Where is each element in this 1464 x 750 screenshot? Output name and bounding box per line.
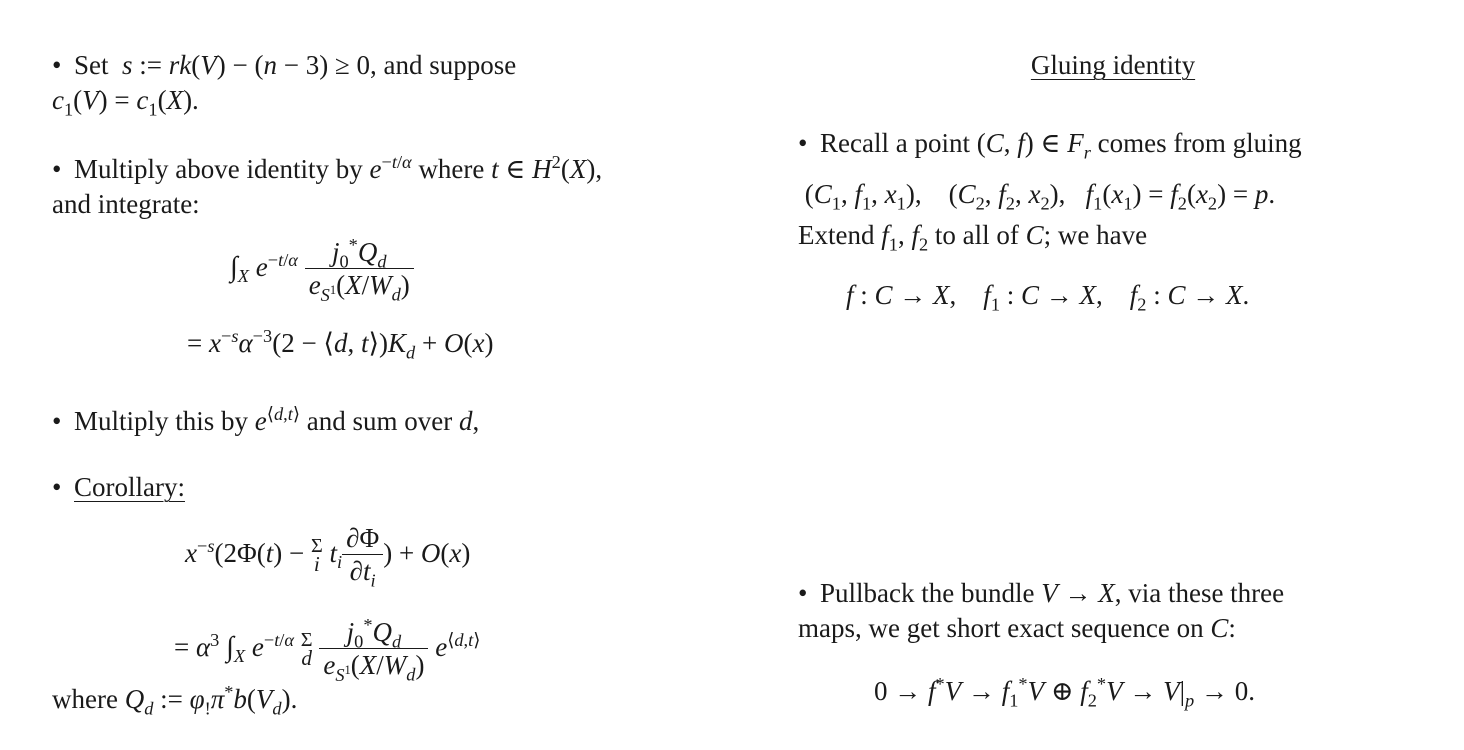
integral-equation-result: = $x^{-s}\alpha^{-3}(2$ − ⟨d, $t⟩)K_d + O(x)$ xyxy=(187,326,494,363)
bullet-dot: • xyxy=(52,154,62,184)
sum-symbol: Σ i xyxy=(310,534,323,577)
where-definition: where $Q_d$ := $\varphi_!\pi^*b(V_d)$. xyxy=(52,682,298,719)
fraction: $\frac{j_0^*Q_d}{e_{S^1}(X/W_d)}$ xyxy=(305,236,414,303)
exact-sequence: $0 \to f^*V \to f_1^*V$ ⊕ $f_2^*V \to V|_p \to 0$. xyxy=(874,674,1255,711)
bullet-corollary xyxy=(52,470,702,505)
bullet-set-s: • Set s := rk(V) − (n − 3) ≥ 0, and suppose $c_1(V) = c_1(X)$. xyxy=(52,50,517,120)
corollary-equation-result: = $\alpha^3$ $\int_X$ $e^{-t/\alpha}$ Σ d $\frac{j_0^*Q_d}{e_{S^1}(X/W_d)}$ $e^{⟨d,t⟩}$ xyxy=(174,615,481,685)
bullet-recall-point: • Recall a point (C, f) ∈ $F_r$ comes from gluing ($C_1$, $f_1$, $x_1$), ($C_2$, $f_2$, $x_2$), $f_1(x_1) = f_2(x_2) = p$. Extend $f_1$, $f_2$ to all of C; we have xyxy=(798,128,1302,255)
bullet-multiply-identity: • Multiply above identity by $e^{-t/\alpha}$ where t ∈ $H^2(X)$, and integrate: xyxy=(52,152,603,220)
bullet-dot: • xyxy=(52,406,62,436)
maps-equation: f : C → X, $f_1$ : C → X, $f_2$ : C → X. xyxy=(846,280,1250,315)
bullet-pullback: • Pullback the bundle V → X, via these three maps, we get short exact sequence on C: xyxy=(798,578,1285,644)
bullet-multiply-sum: • Multiply this by $e^{⟨d,t⟩}$ and sum over d, xyxy=(52,404,702,439)
sum-symbol: Σ d xyxy=(300,628,313,671)
corollary-label: Corollary: xyxy=(74,472,185,502)
bullet-dot: • xyxy=(52,50,62,80)
fraction: $\frac{j_0^*Q_d}{e_{S^1}(X/W_d)}$ xyxy=(319,616,428,683)
bullet-dot: • xyxy=(52,472,62,502)
section-heading: Gluing identity xyxy=(1030,50,1196,80)
fraction: $\frac{\partial\Phi}{\partial t_i}$ xyxy=(342,522,383,589)
bullet-dot: • xyxy=(798,578,808,608)
bullet-dot: • xyxy=(798,128,808,158)
integral-equation: $\int_X$ $e^{-t/\alpha}$ $\frac{j_0^*Q_d}{e_{S^1}(X/W_d)}$ xyxy=(230,236,414,303)
corollary-equation: $x^{-s}(2\Phi(t) - \Sigma$ i $t_i$ $\frac{\partial\Phi}{\partial t_i}$ ) + O(x) xyxy=(185,523,471,591)
